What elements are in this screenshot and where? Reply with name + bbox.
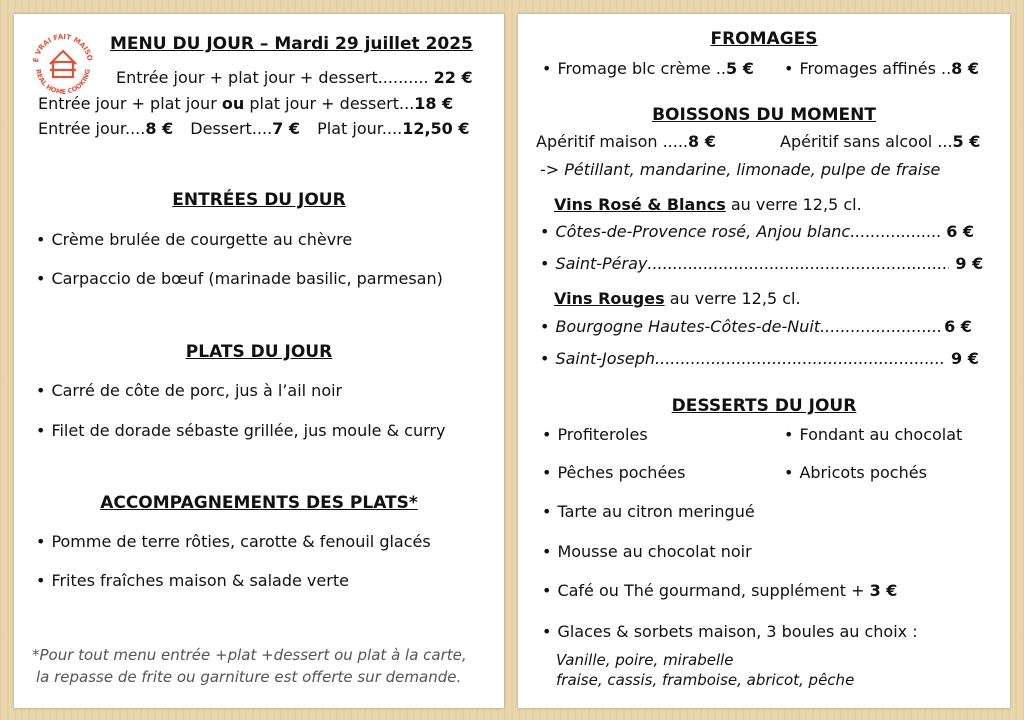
accompagnement-item: • Frites fraîches maison & salade verte: [36, 571, 349, 590]
formula-2-price: 18 €: [414, 94, 454, 113]
glaces-flavors-line-2: fraise, cassis, framboise, abricot, pêche: [556, 671, 855, 689]
aperitif-price: 8 €: [688, 132, 716, 151]
aperitif-label: Apéritif maison .....: [536, 132, 689, 151]
dessert-item: • Tarte au citron meringué: [542, 502, 755, 521]
formula-2-part-b: plat jour + dessert: [249, 94, 400, 113]
right-menu-page: [518, 14, 1010, 708]
plat-item: • Filet de dorade sébaste grillée, jus moule & curry: [36, 421, 445, 440]
cafe-gourmand: [542, 581, 897, 600]
fromage-item: [542, 59, 754, 78]
restaurant-logo: [28, 29, 98, 99]
dot-leader: [850, 222, 940, 241]
formula-line-3: [38, 119, 470, 138]
formula-1-label: Entrée jour + plat jour + dessert..........: [116, 68, 429, 87]
dessert-label: Dessert....: [190, 119, 273, 138]
fromage-item: [784, 59, 979, 78]
svg-text:LE VRAI FAIT MAISON: [28, 29, 94, 63]
wine-row: [540, 317, 992, 336]
desserts-heading: DESSERTS DU JOUR: [671, 396, 857, 416]
aperitif-maison: [536, 132, 716, 151]
cafe-price: 3 €: [869, 581, 898, 600]
entrees-heading: ENTRÉES DU JOUR: [172, 190, 346, 210]
formula-line-2: [38, 94, 453, 113]
cafe-label: • Café ou Thé gourmand, supplément +: [542, 581, 865, 600]
sans-alcool-label: Apéritif sans alcool ...: [780, 132, 953, 151]
vins-roses-heading-line: [554, 195, 862, 214]
vins-rouges-suffix: au verre 12,5 cl.: [669, 289, 801, 308]
vins-rouges-heading: Vins Rouges: [554, 289, 665, 308]
dessert-price: 7 €: [272, 119, 301, 138]
formula-1-price: 22 €: [433, 68, 473, 87]
wine-row: [540, 349, 992, 368]
wine-name: • Bourgogne Hautes-Côtes-de-Nuit: [540, 317, 820, 336]
dessert-item: • Pêches pochées: [542, 463, 685, 482]
formula-2-part-a: Entrée jour + plat jour: [38, 94, 217, 113]
vins-rouges-heading-line: [554, 289, 801, 308]
wine-price: 6 €: [946, 222, 975, 241]
wine-row: [540, 254, 992, 273]
svg-text:REAL HOME COOKING: [34, 68, 92, 96]
dessert-item: • Mousse au chocolat noir: [542, 542, 752, 561]
entree-item: • Crème brulée de courgette au chèvre: [36, 230, 352, 249]
wine-row: [540, 222, 992, 241]
fromage-2-price: 8 €: [951, 59, 979, 78]
dessert-item: • Fondant au chocolat: [784, 425, 962, 444]
wine-price: 6 €: [944, 317, 972, 336]
accompagnement-item: • Pomme de terre rôties, carotte & fenouil glacés: [36, 532, 431, 551]
wine-name: • Saint-Joseph: [540, 349, 655, 368]
plat-label: Plat jour....: [317, 119, 403, 138]
sans-alcool-description: -> Pétillant, mandarine, limonade, pulpe de fraise: [540, 160, 941, 179]
dot-leader: [655, 349, 945, 368]
plat-item: • Carré de côte de porc, jus à l’ail noir: [36, 381, 342, 400]
vins-roses-heading: Vins Rosé & Blancs: [554, 195, 726, 214]
dessert-item: • Abricots pochés: [784, 463, 927, 482]
formula-2-dots: ...: [399, 94, 415, 113]
glaces-item: • Glaces & sorbets maison, 3 boules au choix :: [542, 622, 918, 641]
left-menu-page: [14, 14, 504, 708]
aperitif-sans-alcool: [780, 132, 980, 151]
fromage-1-label: • Fromage blc crème ..: [542, 59, 726, 78]
fromage-2-label: • Fromages affinés ..: [784, 59, 951, 78]
wine-name: • Saint-Péray: [540, 254, 647, 273]
wine-price: 9 €: [951, 349, 979, 368]
formula-line-1: [116, 68, 473, 87]
wine-price: 9 €: [955, 254, 984, 273]
boissons-heading: BOISSONS DU MOMENT: [652, 105, 876, 125]
fromages-heading: FROMAGES: [710, 29, 818, 49]
glaces-flavors-line-1: Vanille, poire, mirabelle: [556, 651, 734, 669]
vins-roses-suffix: au verre 12,5 cl.: [730, 195, 862, 214]
fromage-1-price: 5 €: [726, 59, 754, 78]
menu-title: MENU DU JOUR – Mardi 29 juillet 2025: [110, 34, 473, 54]
footnote-line-1: *Pour tout menu entrée +plat +dessert ou plat à la carte,: [32, 646, 467, 664]
dot-leader: [647, 254, 949, 273]
footnote-line-2: la repasse de frite ou garniture est offerte sur demande.: [36, 668, 462, 686]
sans-alcool-price: 5 €: [952, 132, 981, 151]
logo-bottom-text: REAL HOME COOKING: [34, 68, 92, 97]
formula-2-ou: ou: [221, 94, 245, 113]
entree-label: Entrée jour....: [38, 119, 146, 138]
wine-name: • Côtes-de-Provence rosé, Anjou blanc: [540, 222, 850, 241]
plats-heading: PLATS DU JOUR: [185, 342, 333, 362]
dot-leader: [820, 317, 940, 336]
accompagnements-heading: ACCOMPAGNEMENTS DES PLATS*: [100, 493, 418, 513]
dessert-item: • Profiteroles: [542, 425, 648, 444]
entree-item: • Carpaccio de bœuf (marinade basilic, parmesan): [36, 269, 443, 288]
entree-price: 8 €: [145, 119, 174, 138]
plat-price: 12,50 €: [402, 119, 470, 138]
logo-top-text: E VRAI FAIT MAISO: [31, 32, 94, 63]
